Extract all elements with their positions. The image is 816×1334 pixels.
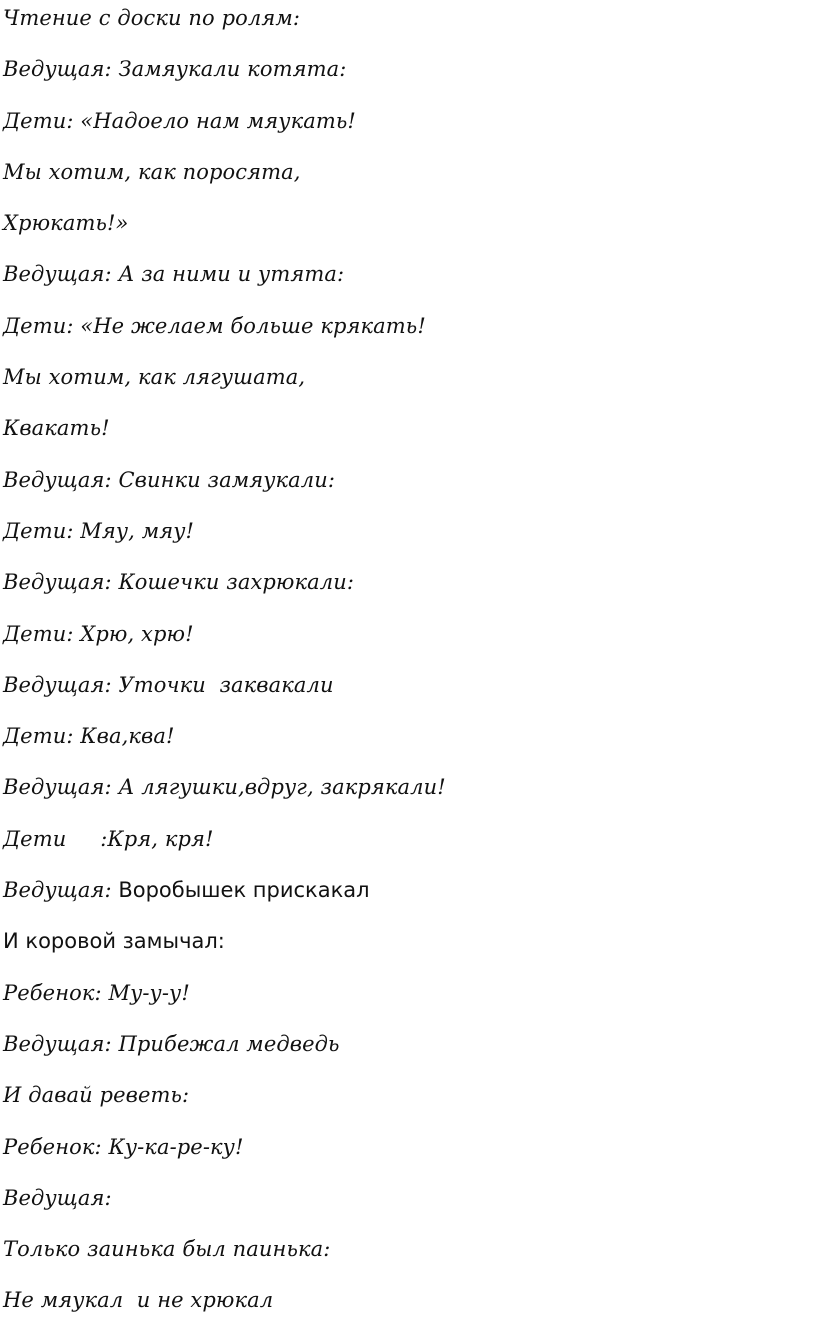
speaker-label: Дети: [3, 313, 74, 338]
speaker-label: Дети: [3, 108, 74, 133]
line-text: Квакать! [3, 416, 110, 441]
line-text: Хрюкать!» [3, 211, 129, 236]
text-line [3, 308, 803, 359]
text-line [3, 718, 803, 769]
speaker-label: Ведущая: [3, 1031, 112, 1056]
text-line [3, 410, 803, 461]
text-line [3, 821, 803, 872]
line-text: Ку-ка-ре-ку! [101, 1134, 244, 1159]
text-line [3, 154, 803, 205]
line-text: Прибежал медведь [111, 1031, 340, 1056]
speaker-label: Ведущая: [3, 1185, 112, 1210]
text-line [3, 975, 803, 1026]
line-text: «Не желаем больше крякать! [73, 313, 426, 338]
speaker-label: Ребенок: [3, 980, 102, 1005]
line-text: А за ними и утята: [111, 262, 345, 287]
speaker-label: Дети: [3, 518, 74, 543]
line-text: А лягушки,вдруг, закрякали! [111, 775, 446, 800]
line-text: Чтение с доски по ролям: [3, 6, 301, 30]
line-text: Воробышек прискакал [111, 878, 370, 903]
text-line [3, 872, 803, 923]
text-line [3, 1180, 803, 1231]
line-text: Му-у-у! [101, 980, 190, 1005]
speaker-label: Ведущая: [3, 467, 112, 492]
speaker-label: Дети: [3, 621, 74, 646]
text-line [3, 1026, 803, 1077]
text-line [3, 564, 803, 615]
text-line [3, 1231, 803, 1282]
text-line [3, 103, 803, 154]
speaker-label: Ведущая: [3, 878, 112, 903]
text-line [3, 0, 803, 51]
speaker-label: Ребенок: [3, 1134, 102, 1159]
line-text: Только заинька был паинька: [3, 1237, 331, 1262]
text-line [3, 205, 803, 256]
line-text: Мы хотим, как лягушата, [3, 365, 306, 390]
line-text: Ква,ква! [73, 724, 175, 749]
text-line [3, 359, 803, 410]
speaker-label: Ведущая: [3, 262, 112, 287]
line-text: :Кря, кря! [66, 826, 214, 851]
document-page [3, 0, 803, 1334]
speaker-label: Ведущая: [3, 570, 112, 595]
line-text: «Надоело нам мяукать! [73, 108, 356, 133]
line-text: И коровой замычал: [3, 929, 225, 954]
line-text: Кошечки захрюкали: [111, 570, 355, 595]
line-text: Хрю, хрю! [73, 621, 194, 646]
line-text: Не мяукал и не хрюкал [3, 1288, 274, 1313]
line-text: И давай реветь: [3, 1083, 190, 1108]
text-line [3, 923, 803, 974]
text-line [3, 256, 803, 307]
text-line [3, 1077, 803, 1128]
text-line [3, 616, 803, 667]
line-text: Замяукали котята: [111, 57, 347, 82]
text-line [3, 769, 803, 820]
text-line [3, 1282, 803, 1333]
line-text: Мяу, мяу! [73, 518, 195, 543]
text-line [3, 667, 803, 718]
speaker-label: Дети: [3, 724, 74, 749]
text-line [3, 513, 803, 564]
text-line [3, 1129, 803, 1180]
text-line [3, 462, 803, 513]
line-text: Свинки замяукали: [111, 467, 336, 492]
text-line [3, 51, 803, 102]
speaker-label: Дети [3, 826, 67, 851]
speaker-label: Ведущая: [3, 775, 112, 800]
speaker-label: Ведущая: [3, 672, 112, 697]
line-text: Мы хотим, как поросята, [3, 159, 301, 184]
speaker-label: Ведущая: [3, 57, 112, 82]
line-text: Уточки заквакали [111, 672, 334, 697]
